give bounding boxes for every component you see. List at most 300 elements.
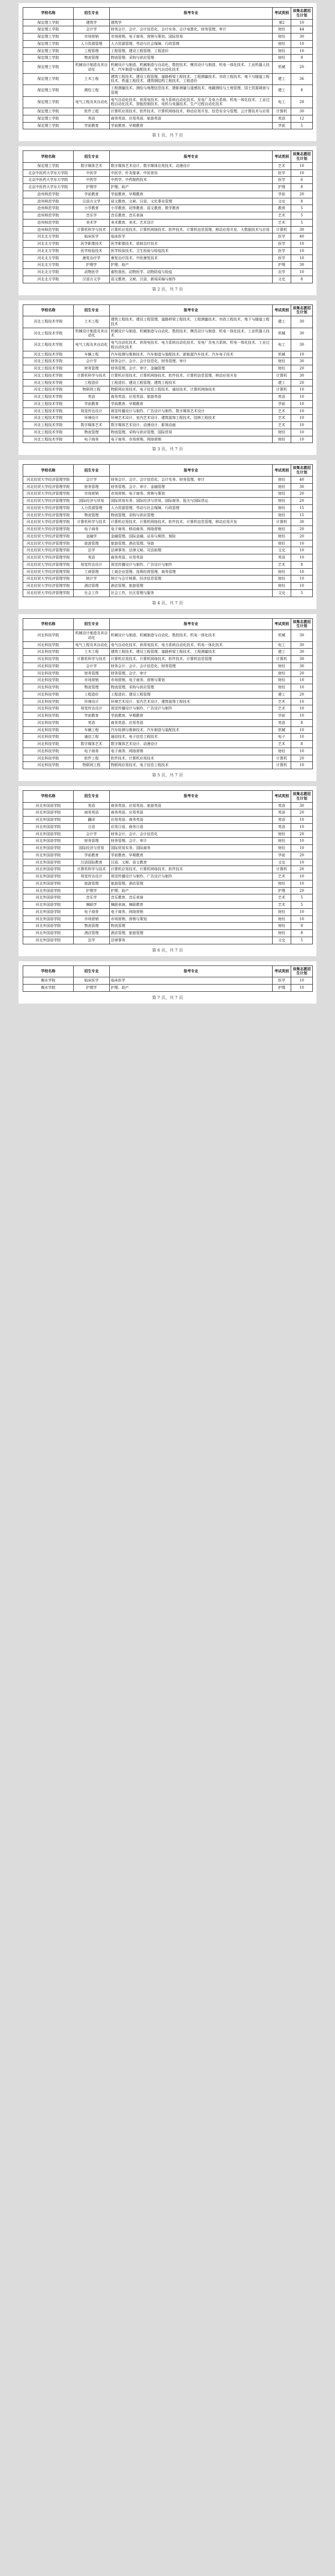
table-row — [23, 233, 313, 241]
cell-plan: 10 — [291, 845, 313, 852]
cell-eligible-majors: 音乐教育、音乐表演 — [110, 212, 273, 219]
cell-school: 河北外国语学院 — [23, 859, 74, 866]
cell-eligible-majors: 物流管理、采购与供应管理、国际贸易 — [110, 429, 273, 436]
cell-major: 电气工程及其自动化 — [74, 96, 110, 108]
cell-eligible-majors: 财务管理、会计、审计 — [110, 670, 273, 677]
cell-exam-category: 财经 — [273, 533, 291, 540]
cell-exam-category: 文史 — [273, 276, 291, 283]
cell-plan: 10 — [291, 705, 313, 713]
cell-plan: 5 — [291, 212, 313, 219]
cell-major: 护理学 — [74, 887, 110, 894]
cell-school: 河北工程技术学院 — [23, 358, 74, 365]
cell-exam-category: 建工 — [273, 691, 291, 698]
cell-major: 日语 — [74, 823, 110, 831]
cell-exam-category: 财经 — [273, 908, 291, 916]
cell-plan: 10 — [291, 400, 313, 408]
cell-plan: 10 — [291, 916, 313, 923]
cell-major: 机械设计制造及其自动化 — [74, 630, 110, 642]
cell-major: 计算机科学与技术 — [74, 656, 110, 663]
cell-eligible-majors: 商务英语、应用英语 — [110, 809, 273, 817]
table-row — [23, 719, 313, 726]
cell-plan: 5 — [291, 894, 313, 902]
cell-school: 河北经贸大学经济管理学院 — [23, 490, 74, 498]
cell-plan: 30 — [291, 328, 313, 340]
cell-plan: 10 — [291, 429, 313, 436]
document-page — [19, 3, 316, 141]
table-row — [23, 19, 313, 26]
table-row — [23, 328, 313, 340]
cell-major: 计算机科学与技术 — [74, 372, 110, 379]
table-row — [23, 583, 313, 590]
cell-exam-category: 学前 — [273, 400, 291, 408]
cell-exam-category: 财经 — [273, 670, 291, 677]
header-major: 招生专业 — [74, 965, 110, 977]
cell-school: 河北外国语学院 — [23, 802, 74, 809]
table-row — [23, 809, 313, 817]
cell-eligible-majors: 中药学、中药制药技术 — [110, 177, 273, 184]
cell-major: 国际经济与贸易 — [74, 845, 110, 852]
cell-exam-category: 艺术 — [273, 741, 291, 748]
table-row — [23, 212, 313, 219]
cell-exam-category: 英语 — [273, 719, 291, 726]
cell-plan: 30 — [291, 630, 313, 642]
cell-school: 河北科技学院 — [23, 734, 74, 741]
cell-major: 软件工程 — [74, 755, 110, 762]
admissions-table — [23, 965, 313, 992]
cell-major: 法学 — [74, 937, 110, 944]
cell-eligible-majors: 工程测量技术、测绘与地理信息技术、摄影测量与遥感技术、地籍测绘与土地管理、国土资源调查与管理 — [110, 85, 273, 97]
cell-major: 环境设计 — [74, 698, 110, 705]
cell-eligible-majors: 法律事务 — [110, 937, 273, 944]
cell-major: 电气工程及其自动化 — [74, 340, 110, 351]
cell-plan: 20 — [291, 191, 313, 198]
cell-exam-category: 计算机 — [273, 519, 291, 526]
cell-eligible-majors: 数字媒体艺术设计、动漫设计、影视动画 — [110, 422, 273, 429]
cell-major: 学前教育 — [74, 191, 110, 198]
cell-school: 河北外国语学院 — [23, 887, 74, 894]
cell-exam-category: 财经 — [273, 365, 291, 372]
cell-eligible-majors: 环境艺术设计、室内艺术设计、建筑装饰工程技术、园林工程技术 — [110, 415, 273, 422]
cell-eligible-majors: 畜牧兽医、动物医学、动物防疫与检疫 — [110, 269, 273, 276]
header-school: 学校名称 — [23, 8, 74, 20]
cell-eligible-majors: 法律事务、法律文秘、司法助理 — [110, 547, 273, 554]
cell-eligible-majors: 汉语、文秘、语文教育 — [110, 859, 273, 866]
table-row — [23, 755, 313, 762]
cell-exam-category: 财经 — [273, 429, 291, 436]
cell-major: 电子商务 — [74, 436, 110, 443]
document-page — [19, 146, 316, 295]
header-plan: 该集志愿招生计划 — [291, 965, 313, 977]
cell-school: 河北经贸大学经济管理学院 — [23, 554, 74, 562]
cell-major: 旅游管理 — [74, 540, 110, 547]
table-row — [23, 887, 313, 894]
cell-school: 河北外国语学院 — [23, 838, 74, 845]
cell-eligible-majors: 视觉传播设计与制作、广告设计与制作 — [110, 705, 273, 713]
cell-eligible-majors: 计算机应用技术、软件技术、计算机网络技术、移动应用开发、信息安全与管理、云计算技术与应用 — [110, 108, 273, 115]
cell-eligible-majors: 工程造价、建设工程管理、建筑工程技术 — [110, 379, 273, 386]
table-row — [23, 726, 313, 734]
document-page — [19, 786, 316, 956]
cell-major: 电子商务 — [74, 526, 110, 533]
cell-exam-category: 电工 — [273, 340, 291, 351]
cell-school: 河北科技学院 — [23, 691, 74, 698]
cell-plan: 10 — [291, 748, 313, 755]
table-row — [23, 191, 313, 198]
table-header-row — [23, 618, 313, 630]
cell-exam-category: 计算机 — [273, 755, 291, 762]
header-eligible-majors: 报考专业 — [110, 151, 273, 163]
cell-exam-category: 财经 — [273, 40, 291, 47]
cell-plan: 20 — [291, 852, 313, 859]
cell-exam-category: 医学 — [273, 233, 291, 241]
cell-exam-category: 英语 — [273, 817, 291, 824]
cell-plan: 8 — [291, 741, 313, 748]
cell-plan: 5 — [291, 219, 313, 226]
cell-school: 沧州师范学院 — [23, 198, 74, 205]
cell-school: 河北经贸大学经济管理学院 — [23, 526, 74, 533]
cell-major: 车辆工程 — [74, 351, 110, 358]
header-plan: 该集志愿招生计划 — [291, 304, 313, 316]
cell-eligible-majors: 财务会计、会计、会计信息化、会计实务、会计电算化、财务管理、审计 — [110, 26, 273, 33]
table-row — [23, 823, 313, 831]
cell-major: 小学教育 — [74, 205, 110, 212]
cell-school: 保定理工学院 — [23, 162, 74, 170]
table-header-row — [23, 965, 313, 977]
cell-eligible-majors: 物流管理、采购与供应管理 — [110, 512, 273, 519]
header-exam-category: 考试类别 — [273, 304, 291, 316]
cell-school: 河北工程技术学院 — [23, 372, 74, 379]
table-row — [23, 866, 313, 873]
table-row — [23, 802, 313, 809]
cell-major: 人力资源管理 — [74, 504, 110, 512]
cell-school: 河北经贸大学经济管理学院 — [23, 498, 74, 505]
cell-major: 英语 — [74, 719, 110, 726]
cell-eligible-majors: 建筑工程技术、建设工程管理、道路桥梁工程技术、工程测量技术、市政工程技术、地下与隧道工程技术、铁道工程技术、建筑钢结构工程技术、工程造价 — [110, 73, 273, 85]
cell-plan: 20 — [291, 691, 313, 698]
cell-eligible-majors: 护理、助产 — [110, 262, 273, 269]
header-eligible-majors: 报考专业 — [110, 618, 273, 630]
cell-school: 河北工程技术学院 — [23, 365, 74, 372]
cell-exam-category: 英语 — [273, 809, 291, 817]
cell-major: 土木工程 — [74, 73, 110, 85]
cell-plan: 8 — [291, 184, 313, 191]
cell-plan: 10 — [291, 726, 313, 734]
table-row — [23, 656, 313, 663]
cell-exam-category: 机械 — [273, 630, 291, 642]
cell-eligible-majors: 计算机应用技术、计算机网络技术、软件技术 — [110, 866, 273, 873]
page-footer: 第 4 页，共 7 页 — [152, 600, 183, 605]
cell-plan: 8 — [291, 198, 313, 205]
cell-school: 河北工程技术学院 — [23, 436, 74, 443]
cell-school: 沧州师范学院 — [23, 226, 74, 233]
cell-major: 建筑学 — [74, 19, 110, 26]
cell-major: 汉语言文学 — [74, 198, 110, 205]
cell-eligible-majors: 数字媒体艺术设计、动漫设计 — [110, 741, 273, 748]
cell-eligible-majors: 电气自动化技术、供用电技术、电力系统自动化技术、发电厂及电力系统、机电一体化技术、工业过程自动化技术 — [110, 340, 273, 351]
table-row — [23, 748, 313, 755]
cell-school: 保定理工学院 — [23, 26, 74, 33]
table-row — [23, 351, 313, 358]
cell-school: 沧州师范学院 — [23, 219, 74, 226]
cell-exam-category: 学前 — [273, 122, 291, 129]
table-row — [23, 85, 313, 97]
table-row — [23, 498, 313, 505]
cell-exam-category: 财经 — [273, 526, 291, 533]
table-row — [23, 845, 313, 852]
header-exam-category: 考试类别 — [273, 465, 291, 477]
cell-major: 中医学 — [74, 170, 110, 177]
cell-major: 物联网工程 — [74, 762, 110, 769]
header-exam-category: 考试类别 — [273, 618, 291, 630]
cell-school: 保定理工学院 — [23, 85, 74, 97]
table-row — [23, 902, 313, 909]
cell-exam-category: 护理 — [273, 184, 291, 191]
cell-plan: 10 — [291, 583, 313, 590]
cell-exam-category: 艺术 — [273, 219, 291, 226]
cell-eligible-majors: 商务英语、应用英语、旅游英语 — [110, 802, 273, 809]
cell-school: 河北经贸大学经济管理学院 — [23, 533, 74, 540]
cell-major: 机械设计制造及其自动化 — [74, 62, 110, 74]
cell-exam-category: 建工 — [273, 73, 291, 85]
cell-major: 动物医学 — [74, 269, 110, 276]
cell-school: 河北科技学院 — [23, 670, 74, 677]
header-eligible-majors: 报考专业 — [110, 8, 273, 20]
cell-major: 英语 — [74, 802, 110, 809]
cell-exam-category: 艺术 — [273, 561, 291, 568]
table-row — [23, 561, 313, 568]
cell-school: 河北外国语学院 — [23, 831, 74, 838]
cell-major: 电子商务 — [74, 748, 110, 755]
cell-major: 电气工程及其自动化 — [74, 641, 110, 649]
header-major: 招生专业 — [74, 618, 110, 630]
cell-school: 保定理工学院 — [23, 47, 74, 55]
cell-school: 河北科技学院 — [23, 649, 74, 656]
cell-plan: 12 — [291, 115, 313, 122]
cell-school: 河北北方学院 — [23, 262, 74, 269]
cell-exam-category: 计算机 — [273, 866, 291, 873]
cell-plan: 20 — [291, 526, 313, 533]
table-row — [23, 170, 313, 177]
cell-school: 河北外国语学院 — [23, 823, 74, 831]
cell-plan: 30 — [291, 316, 313, 328]
cell-eligible-majors: 统计与会计核算、经济信息管理 — [110, 575, 273, 583]
cell-major: 翻译 — [74, 817, 110, 824]
header-school: 学校名称 — [23, 304, 74, 316]
cell-exam-category: 英语 — [273, 823, 291, 831]
cell-exam-category: 计算机 — [273, 108, 291, 115]
table-row — [23, 663, 313, 670]
cell-school: 河北北方学院 — [23, 276, 74, 283]
cell-school: 河北科技学院 — [23, 713, 74, 720]
cell-school: 河北经贸大学经济管理学院 — [23, 583, 74, 590]
cell-school: 河北科技学院 — [23, 641, 74, 649]
cell-plan: 44 — [291, 26, 313, 33]
cell-eligible-majors: 财务会计、会计、会计信息化、财务管理 — [110, 663, 273, 670]
cell-exam-category: 财经 — [273, 55, 291, 62]
cell-major: 护理学 — [74, 184, 110, 191]
table-row — [23, 386, 313, 394]
table-row — [23, 115, 313, 122]
cell-exam-category: 艺术 — [273, 902, 291, 909]
cell-major: 护理学 — [74, 262, 110, 269]
cell-eligible-majors: 电子商务、网络营销 — [110, 908, 273, 916]
admissions-table — [23, 304, 313, 444]
cell-eligible-majors: 市场营销、电子商务、营销与策划 — [110, 490, 273, 498]
cell-eligible-majors: 物联网应用技术、电子信息工程技术 — [110, 762, 273, 769]
cell-school: 河北工程技术学院 — [23, 351, 74, 358]
cell-exam-category: 财经 — [273, 498, 291, 505]
cell-major: 物流管理 — [74, 55, 110, 62]
cell-major: 物流管理 — [74, 429, 110, 436]
header-exam-category: 考试类别 — [273, 8, 291, 20]
cell-major: 市场营销 — [74, 490, 110, 498]
cell-major: 医学影像技术 — [74, 241, 110, 248]
cell-school: 河北科技学院 — [23, 741, 74, 748]
cell-exam-category: 文史 — [273, 937, 291, 944]
cell-eligible-majors: 机械设计与制造、机械制造与自动化、数控技术、模具设计与制造、机电一体化技术、工业机器人技术 — [110, 328, 273, 340]
header-eligible-majors: 报考专业 — [110, 965, 273, 977]
cell-school: 河北科技学院 — [23, 755, 74, 762]
cell-eligible-majors: 财务管理、会计、审计 — [110, 838, 273, 845]
cell-school: 河北科技学院 — [23, 656, 74, 663]
cell-exam-category: 医学 — [273, 170, 291, 177]
cell-major: 环境设计 — [74, 415, 110, 422]
table-row — [23, 880, 313, 887]
document-pages — [0, 3, 335, 1004]
cell-school: 保定理工学院 — [23, 40, 74, 47]
cell-major: 物流管理 — [74, 684, 110, 691]
header-major: 招生专业 — [74, 151, 110, 163]
document-page — [19, 300, 316, 455]
cell-plan: 10 — [291, 823, 313, 831]
cell-exam-category: 电工 — [273, 641, 291, 649]
cell-eligible-majors: 商务英语、应用英语 — [110, 719, 273, 726]
header-eligible-majors: 报考专业 — [110, 791, 273, 803]
cell-plan: 30 — [291, 649, 313, 656]
cell-major: 测绘工程 — [74, 85, 110, 97]
cell-school: 河北工程技术学院 — [23, 422, 74, 429]
cell-plan: 8 — [291, 930, 313, 937]
cell-exam-category: 建工 — [273, 85, 291, 97]
table-row — [23, 930, 313, 937]
cell-eligible-majors: 计算机应用技术、计算机网络技术、软件技术、计算机信息管理、移动应用开发、大数据技术与应用 — [110, 226, 273, 233]
cell-school: 河北科技学院 — [23, 677, 74, 684]
cell-eligible-majors: 康复治疗技术、中医康复技术 — [110, 255, 273, 262]
cell-plan: 20 — [291, 809, 313, 817]
cell-major: 舞蹈学 — [74, 902, 110, 909]
cell-school: 河北外国语学院 — [23, 809, 74, 817]
cell-major: 工程造价 — [74, 691, 110, 698]
cell-eligible-majors: 学前教育、早期教育 — [110, 713, 273, 720]
cell-school: 保定理工学院 — [23, 73, 74, 85]
table-row — [23, 589, 313, 597]
header-plan: 该集志愿招生计划 — [291, 465, 313, 477]
cell-exam-category: 机械 — [273, 328, 291, 340]
cell-school: 河北工程技术学院 — [23, 429, 74, 436]
cell-exam-category: 建工 — [273, 379, 291, 386]
table-row — [23, 504, 313, 512]
header-school: 学校名称 — [23, 965, 74, 977]
cell-exam-category: 机械 — [273, 62, 291, 74]
table-row — [23, 269, 313, 276]
cell-eligible-majors: 学前教育、早期教育 — [110, 400, 273, 408]
table-row — [23, 490, 313, 498]
table-row — [23, 372, 313, 379]
cell-exam-category: 医学 — [273, 241, 291, 248]
cell-school: 河北北方学院 — [23, 241, 74, 248]
cell-eligible-majors: 数字媒体艺术设计、数字媒体应用技术、动漫设计 — [110, 162, 273, 170]
cell-exam-category: 英语 — [273, 394, 291, 401]
cell-school: 河北科技学院 — [23, 684, 74, 691]
table-row — [23, 26, 313, 33]
cell-exam-category: 财经 — [273, 26, 291, 33]
cell-exam-category: 学前 — [273, 713, 291, 720]
cell-eligible-majors: 汽车检测与维修技术、汽车制造与装配技术 — [110, 726, 273, 734]
cell-plan: 6 — [291, 177, 313, 184]
cell-major: 统计学 — [74, 575, 110, 583]
cell-school: 河北外国语学院 — [23, 916, 74, 923]
cell-eligible-majors: 旅游管理、酒店管理、导游 — [110, 540, 273, 547]
cell-plan: 30 — [291, 33, 313, 41]
cell-school: 河北工程技术学院 — [23, 394, 74, 401]
cell-plan: 10 — [291, 568, 313, 575]
cell-exam-category: 医学 — [273, 177, 291, 184]
table-row — [23, 859, 313, 866]
cell-plan: 20 — [291, 866, 313, 873]
table-row — [23, 670, 313, 677]
cell-eligible-majors: 临床医学 — [110, 977, 273, 985]
cell-eligible-majors: 语文教育、文秘、汉语、新闻采编与制作 — [110, 276, 273, 283]
cell-plan: 10 — [291, 984, 313, 991]
cell-eligible-majors: 机械设计与制造、机械制造与自动化、数控技术、机电一体化技术 — [110, 630, 273, 642]
cell-school: 保定理工学院 — [23, 33, 74, 41]
table-row — [23, 734, 313, 741]
cell-exam-category: 文史 — [273, 547, 291, 554]
cell-plan: 10 — [291, 162, 313, 170]
cell-major: 软件工程 — [74, 108, 110, 115]
header-exam-category: 考试类别 — [273, 965, 291, 977]
cell-eligible-majors: 建筑工程技术、建设工程管理、道路桥梁工程技术、工程测量技术 — [110, 649, 273, 656]
cell-plan: 30 — [291, 108, 313, 115]
cell-plan: 20 — [291, 670, 313, 677]
cell-major: 商务英语 — [74, 809, 110, 817]
cell-school: 河北工程技术学院 — [23, 408, 74, 415]
cell-exam-category: 艺术 — [273, 894, 291, 902]
cell-exam-category: 英语 — [273, 115, 291, 122]
cell-exam-category: 财经 — [273, 930, 291, 937]
cell-major: 临床医学 — [74, 977, 110, 985]
cell-major: 护理学 — [74, 984, 110, 991]
cell-exam-category: 财经 — [273, 568, 291, 575]
cell-school: 河北科技学院 — [23, 663, 74, 670]
cell-plan: 5 — [291, 122, 313, 129]
table-row — [23, 205, 313, 212]
cell-school: 河北经贸大学经济管理学院 — [23, 589, 74, 597]
header-exam-category: 考试类别 — [273, 151, 291, 163]
cell-plan: 10 — [291, 351, 313, 358]
cell-major: 计算机科学与技术 — [74, 866, 110, 873]
table-row — [23, 547, 313, 554]
cell-exam-category: 财经 — [273, 831, 291, 838]
cell-major: 土木工程 — [74, 316, 110, 328]
cell-eligible-majors: 医学影像技术、放射治疗技术 — [110, 241, 273, 248]
table-row — [23, 540, 313, 547]
cell-exam-category: 财经 — [273, 47, 291, 55]
cell-school: 河北科技学院 — [23, 698, 74, 705]
table-row — [23, 977, 313, 985]
cell-major: 金融学 — [74, 533, 110, 540]
table-row — [23, 713, 313, 720]
